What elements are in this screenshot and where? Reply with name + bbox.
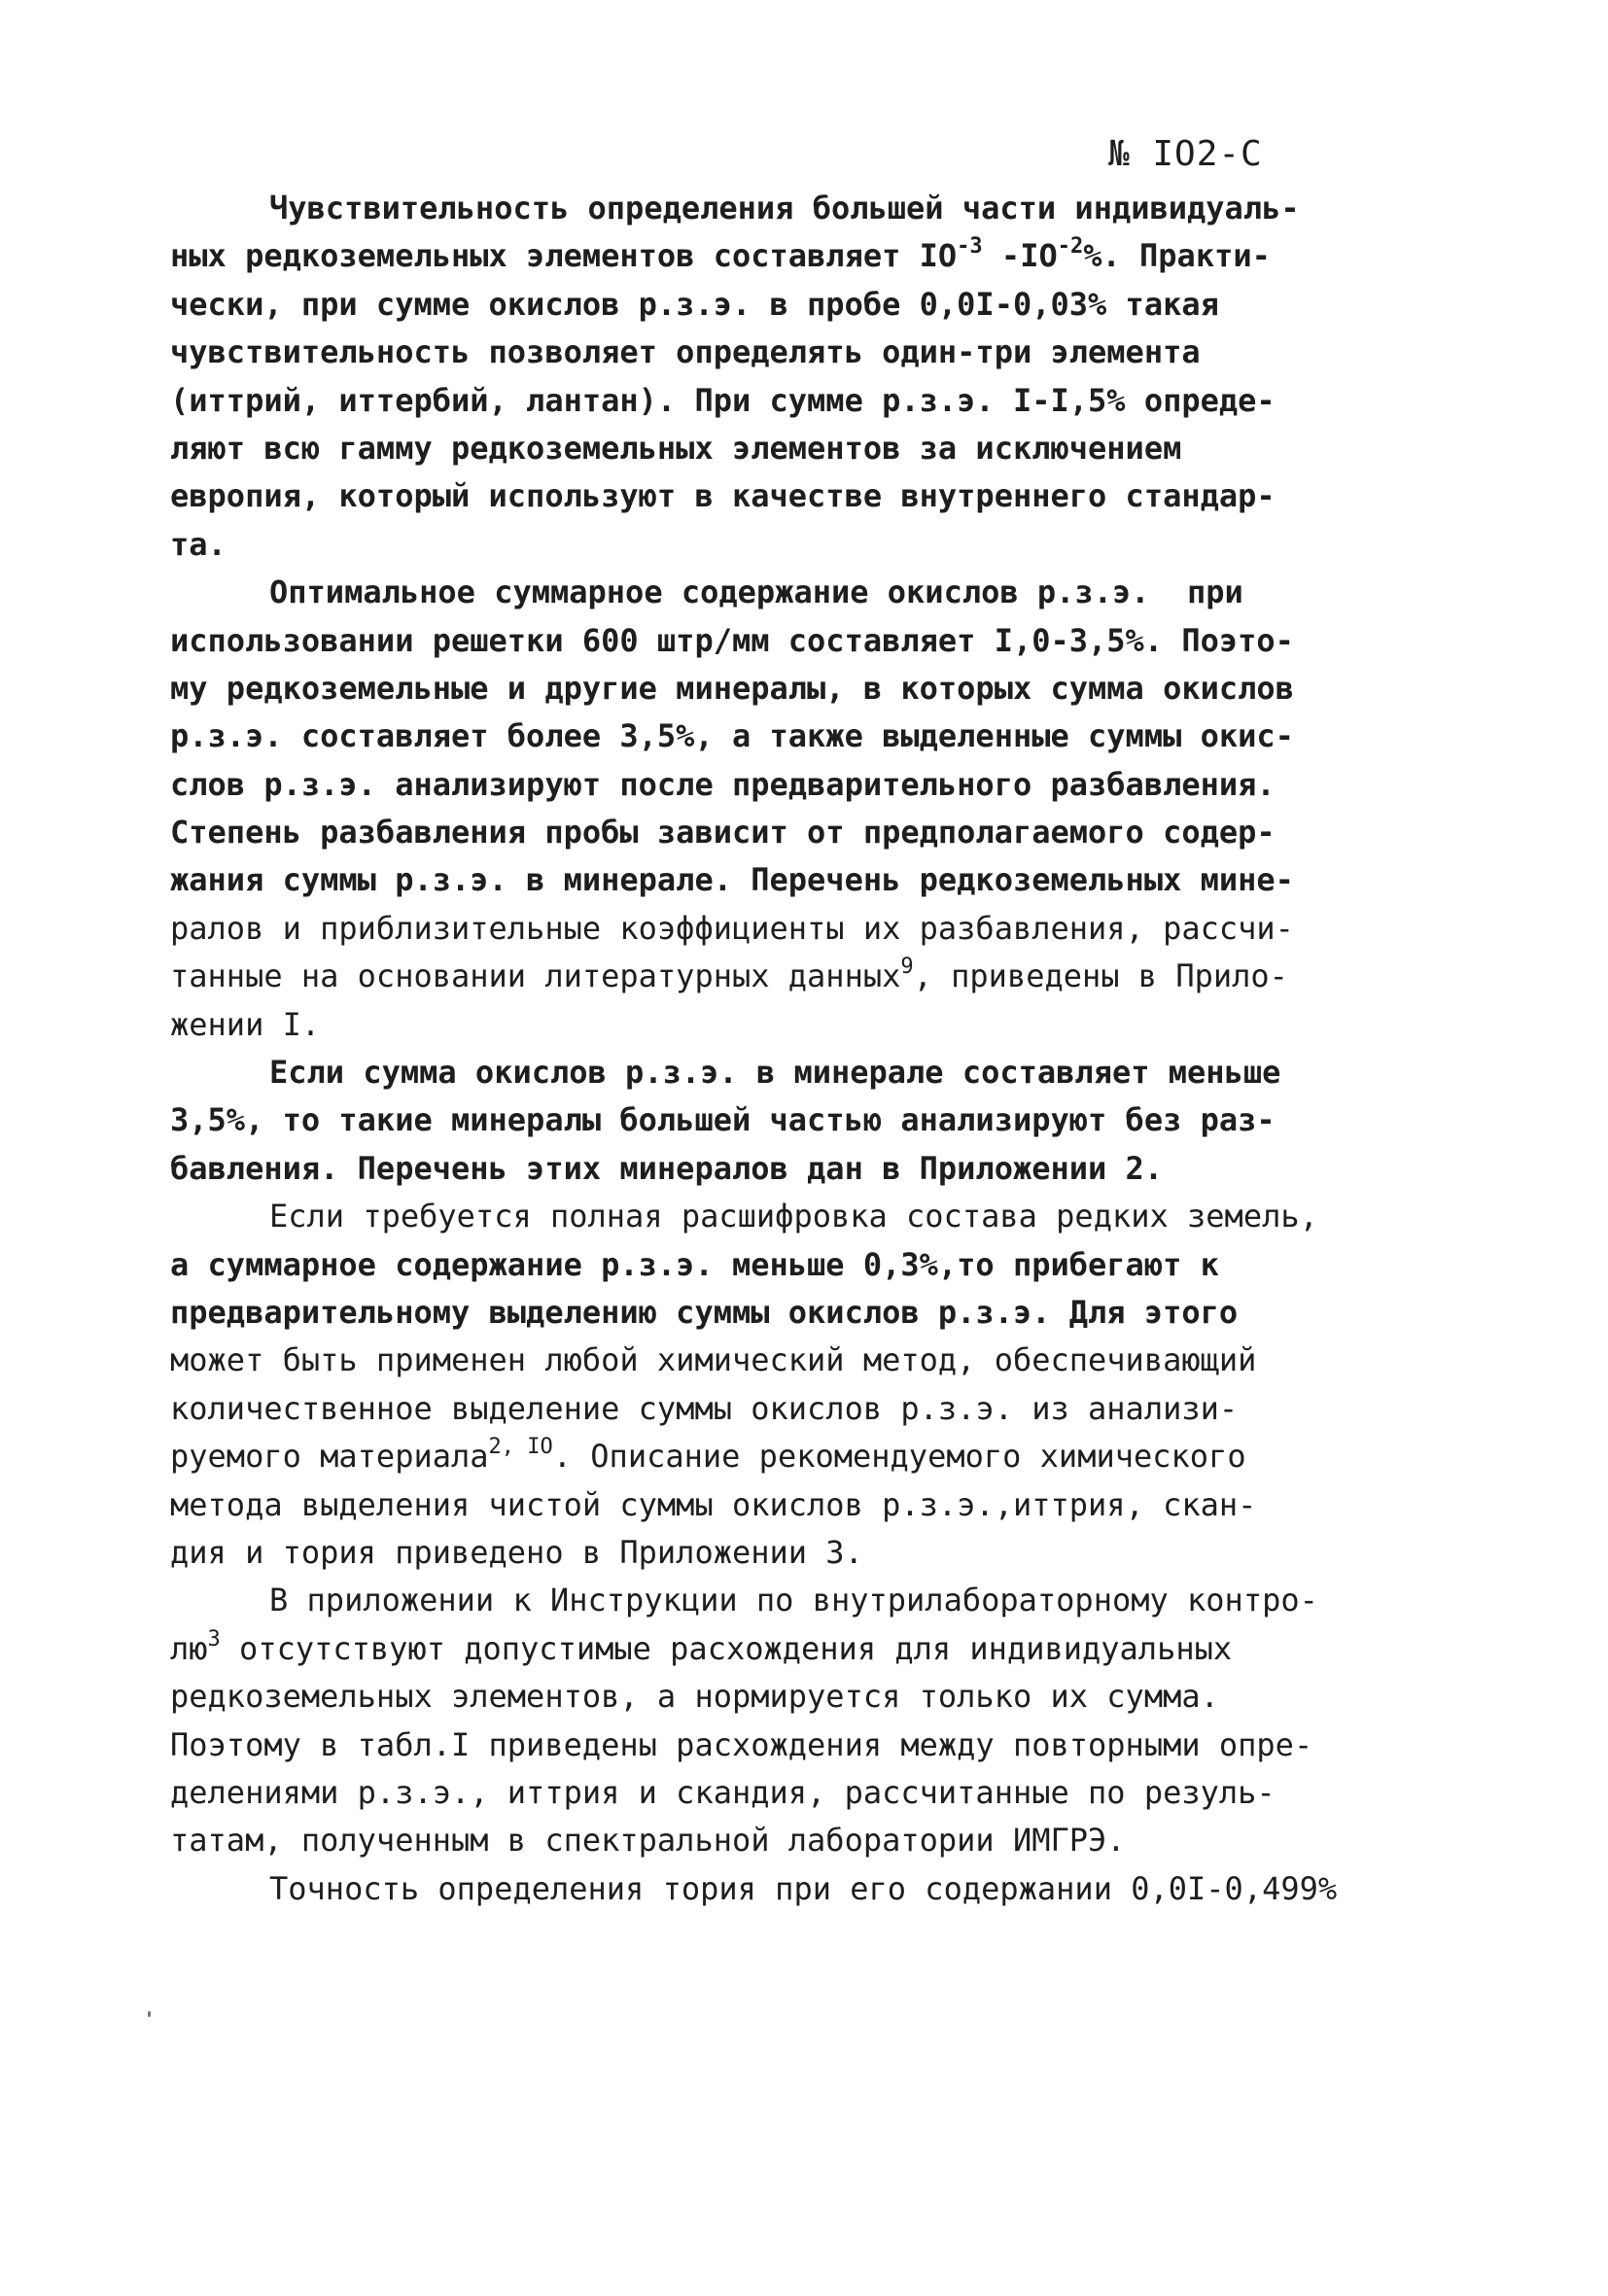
text-line: (иттрий, иттербий, лантан). При сумме р.з.э. I-I,5% опреде-	[170, 381, 1276, 419]
text-line: р.з.э. составляет более 3,5%, а также выделенные суммы окис-	[170, 717, 1294, 755]
text-line: редкоземельных элементов, а нормируется только их сумма.	[170, 1678, 1219, 1716]
text-line: 3,5%, то такие минералы большей частью анализируют без раз-	[170, 1101, 1276, 1139]
paragraph	[170, 1577, 1410, 1864]
text-line: может быть применен любой химический метод, обеспечивающий	[170, 1341, 1257, 1379]
text-line: жания суммы р.з.э. в минерале. Перечень редкоземельных мине-	[170, 861, 1294, 899]
superscript: -3	[957, 234, 983, 260]
text-span: %. Практи-	[1083, 237, 1271, 275]
superscript: 9	[900, 955, 914, 980]
text-line: Степень разбавления пробы зависит от предполагаемого содер-	[170, 814, 1276, 852]
text-line: чески, при сумме окислов р.з.э. в пробе 0,0I-0,03% такая	[170, 285, 1219, 323]
paragraph	[170, 1193, 1410, 1577]
paragraph	[170, 185, 1410, 569]
text-span: лю	[170, 1629, 208, 1667]
text-span: танные на основании литературных данных	[170, 957, 901, 995]
text-line: ляют всю гамму редкоземельных элементов за исключением	[170, 429, 1182, 467]
text-line	[170, 232, 1410, 280]
text-line: дия и тория приведено в Приложении 3.	[170, 1533, 863, 1571]
text-line: Оптимальное суммарное содержание окислов р.з.э. при	[269, 574, 1243, 611]
text-span: -IO	[982, 237, 1058, 275]
text-line: бавления. Перечень этих минералов дан в Приложении 2.	[170, 1149, 1164, 1187]
text-line	[170, 953, 1410, 1000]
text-line: В приложении к Инструкции по внутрилабораторному контро-	[269, 1582, 1318, 1619]
text-span: отсутствуют допустимые расхождения для индивидуальных	[220, 1629, 1233, 1667]
page-number: № IO2-С	[1108, 134, 1263, 174]
paragraph	[170, 1865, 1410, 1913]
text-line: Поэтому в табл.I приведены расхождения между повторными опре-	[170, 1725, 1313, 1763]
text-line: Если требуется полная расшифровка состава редких земель,	[269, 1198, 1318, 1235]
text-line: ралов и приблизительные коэффициенты их разбавления, рассчи-	[170, 909, 1294, 947]
text-line: слов р.з.э. анализируют после предварительного разбавления.	[170, 765, 1276, 803]
text-line: количественное выделение суммы окислов р.з.э. из анализи-	[170, 1389, 1239, 1427]
text-line: чувствительность позволяет определять один-три элемента	[170, 333, 1201, 371]
body-text	[170, 185, 1410, 1913]
margin-dot	[148, 2011, 151, 2017]
text-line: Если сумма окислов р.з.э. в минерале составляет меньше	[269, 1054, 1281, 1092]
text-line: жении I.	[170, 1005, 321, 1043]
text-span: руемого материала	[170, 1438, 489, 1476]
text-line: та.	[170, 525, 227, 563]
text-line: Точность определения тория при его содержании 0,0I-0,499%	[269, 1869, 1338, 1907]
superscript: -2	[1057, 234, 1084, 260]
text-line: му редкоземельные и другие минералы, в которых сумма окислов	[170, 669, 1294, 707]
paragraph	[170, 569, 1410, 1049]
text-line	[170, 1625, 1410, 1673]
text-span: . Описание рекомендуемого химического	[552, 1438, 1246, 1476]
text-line: а суммарное содержание р.з.э. меньше 0,3%,то прибегают к	[170, 1245, 1219, 1283]
text-line: использовании решетки 600 штр/мм составляет I,0-3,5%. Поэто-	[170, 621, 1294, 659]
text-line: метода выделения чистой суммы окислов р.з.э.,иттрия, скан-	[170, 1485, 1257, 1523]
text-line: предварительному выделению суммы окислов р.з.э. Для этого	[170, 1293, 1239, 1331]
text-line	[170, 1433, 1410, 1480]
superscript: 3	[207, 1626, 221, 1652]
text-span: , приведены в Прило-	[913, 957, 1288, 995]
text-line: европия, который используют в качестве внутреннего стандар-	[170, 477, 1276, 515]
text-span: ных редкоземельных элементов составляет IO	[170, 237, 958, 275]
superscript: 2, IO	[488, 1435, 553, 1460]
text-line: делениями р.з.э., иттрия и скандия, рассчитанные по резуль-	[170, 1773, 1276, 1811]
paragraph	[170, 1049, 1410, 1193]
text-line: Чувствительность определения большей части индивидуаль-	[269, 190, 1300, 226]
text-line: татам, полученным в спектральной лаборатории ИМГРЭ.	[170, 1822, 1126, 1860]
